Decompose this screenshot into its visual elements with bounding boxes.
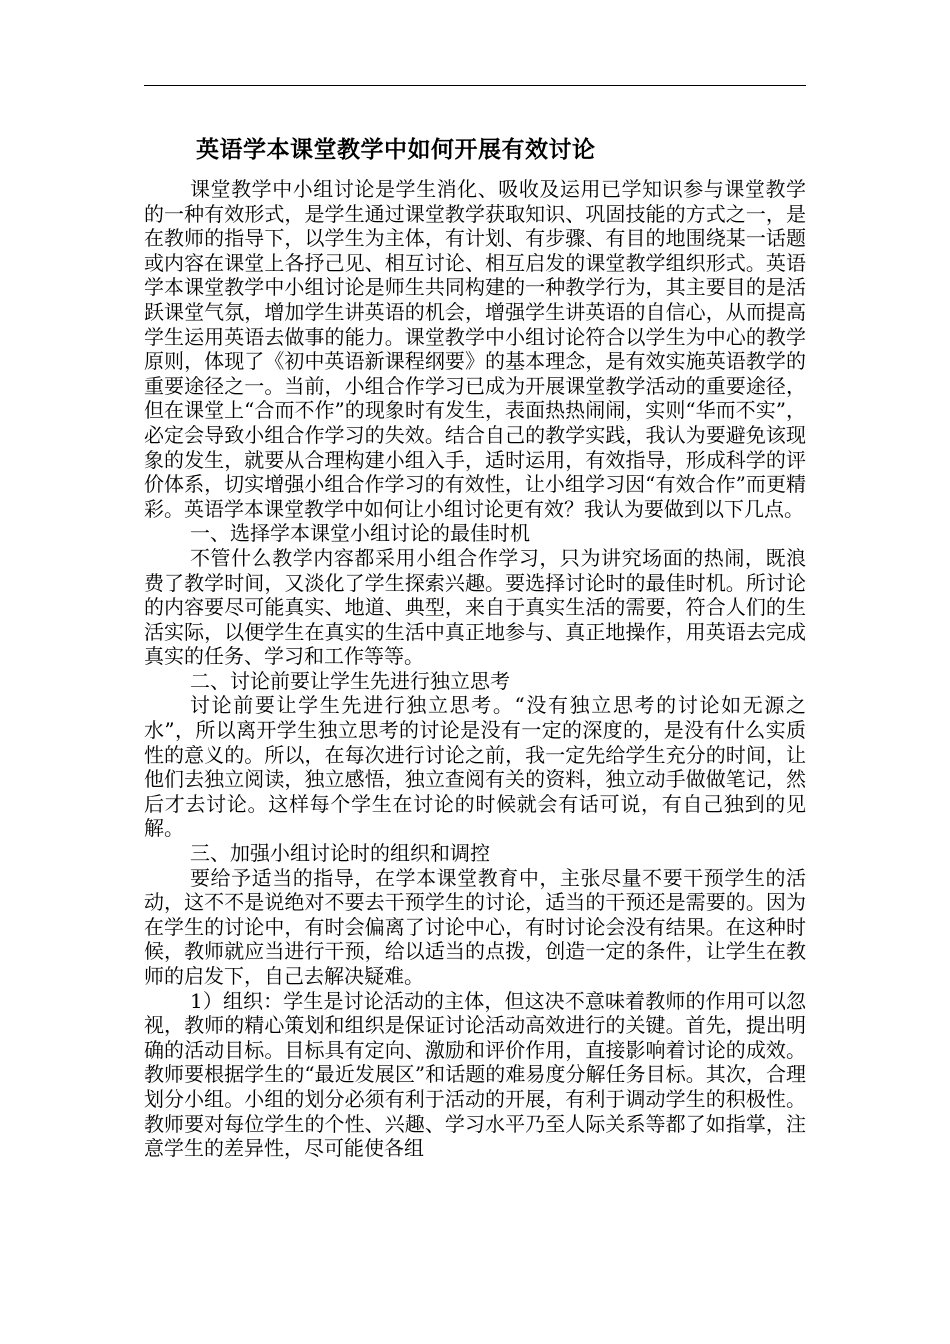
- section-heading-1: 一、选择学本课堂小组讨论的最佳时机: [190, 521, 530, 546]
- section-paragraph-3: 要给予适当的指导，在学本课堂教育中，主张尽量不要干预学生的活动，这不不是说绝对不要去干预学生的讨论，适当的干预还是需要的。因为在学生的讨论中，有时会偏离了讨论中心，有时讨论会没有结果。在这种时候，教师就应当进行干预，给以适当的点拨，创造一定的条件，让学生在教师的启发下，自己去解决疑难。: [144, 865, 806, 988]
- header-rule: [144, 85, 806, 86]
- section-paragraph-1: 不管什么教学内容都采用小组合作学习，只为讲究场面的热闹，既浪费了教学时间，又淡化了学生探索兴趣。要选择讨论时的最佳时机。所讨论的内容要尽可能真实、地道、典型，来自于真实生活的需要，符合人们的生活实际，以便学生在真实的生活中真正地参与、真正地操作，用英语去完成真实的任务、学习和工作等等。: [144, 545, 806, 669]
- intro-paragraph: 课堂教学中小组讨论是学生消化、吸收及运用已学知识参与课堂教学的一种有效形式，是学生通过课堂教学获取知识、巩固技能的方式之一，是在教师的指导下，以学生为主体，有计划、有步骤、有目的地围绕某一话题或内容在课堂上各抒己见、相互讨论、相互启发的课堂教学组织形式。英语学本课堂教学中小组讨论是师生共同构建的一种教学行为，其主要目的是活跃课堂气氛，增加学生讲英语的机会，增强学生讲英语的自信心，从而提高学生运用英语去做事的能力。课堂教学中小组讨论符合以学生为中心的教学原则，体现了《初中英语新课程纲要》的基本理念，是有效实施英语教学的重要途径之一。当前，小组合作学习已成为开展课堂教学活动的重要途径，但在课堂上“合而不作”的现象时有发生，表面热热闹闹，实则“华而不实”，必定会导致小组合作学习的失效。结合自己的教学实践，我认为要避免该现象的发生，就要从合理构建小组入手，适时运用，有效指导，形成科学的评价体系，切实增强小组合作学习的有效性，让小组学习因“有效合作”而更精彩。英语学本课堂教学中如何让小组讨论更有效？我认为要做到以下几点。: [144, 177, 806, 521]
- section-3-item-1: 1）组织：学生是讨论活动的主体，但这决不意味着教师的作用可以忽视，教师的精心策划和组织是保证讨论活动高效进行的关键。首先，提出明确的活动目标。目标具有定向、激励和评价作用，直接影响着讨论的成效。教师要根据学生的“最近发展区”和话题的难易度分解任务目标。其次，合理划分小组。小组的划分必须有利于活动的开展，有利于调动学生的积极性。教师要对每位学生的个性、兴趣、学习水平乃至人际关系等都了如指掌，注意学生的差异性，尽可能使各组: [144, 988, 806, 1161]
- section-paragraph-2: 讨论前要让学生先进行独立思考。“没有独立思考的讨论如无源之水”，所以离开学生独立思考的讨论是没有一定的深度的，是没有什么实质性的意义的。所以，在每次进行讨论之前，我一定先给学生充分的时间，让他们去独立阅读，独立感悟，独立查阅有关的资料，独立动手做做笔记，然后才去讨论。这样每个学生在讨论的时候就会有话可说，有自己独到的见解。: [144, 693, 806, 841]
- document-body: [144, 133, 806, 1161]
- section-heading-3: 三、加强小组讨论时的组织和调控: [190, 841, 490, 866]
- document-title: 英语学本课堂教学中如何开展有效讨论: [196, 136, 596, 163]
- section-heading-2: 二、讨论前要让学生先进行独立思考: [190, 668, 510, 693]
